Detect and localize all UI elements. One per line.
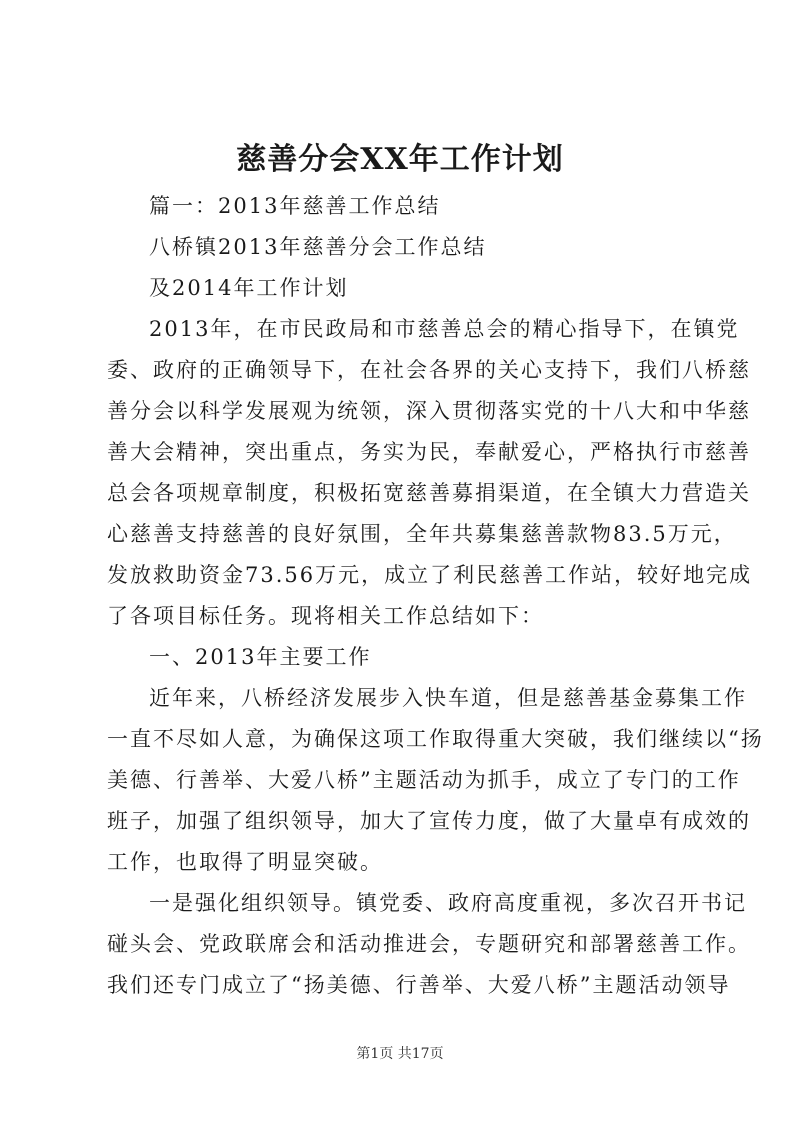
document-title: 慈善分会XX年工作计划 — [236, 142, 564, 177]
text-line: 一直不尽如人意，为确保这项工作取得重大突破，我们继续以“扬 — [107, 727, 764, 751]
text-line: 一是强化组织领导。镇党委、政府高度重视，多次召开书记 — [149, 891, 747, 915]
text-line: 2013年，在市民政局和市慈善总会的精心指导下，在镇党 — [149, 317, 740, 341]
text-line: 善大会精神，突出重点，务实为民，奉献爱心，严格执行市慈善 — [107, 440, 751, 464]
text-line: 委、政府的正确领导下，在社会各界的关心支持下，我们八桥慈 — [107, 358, 751, 382]
text-line: 心慈善支持慈善的良好氛围，全年共募集慈善款物83.5万元， — [107, 522, 737, 546]
text-line: 班子，加强了组织领导，加大了宣传力度，做了大量卓有成效的 — [107, 809, 751, 833]
text-line: 我们还专门成立了“扬美德、行善举、大爱八桥”主题活动领导 — [107, 973, 731, 997]
text-line: 了各项目标任务。现将相关工作总结如下： — [107, 604, 544, 628]
text-line: 近年来，八桥经济发展步入快车道，但是慈善基金募集工作 — [149, 686, 747, 710]
text-line: 八桥镇2013年慈善分会工作总结 — [149, 235, 487, 259]
text-line: 及2014年工作计划 — [149, 276, 349, 300]
text-line: 工作，也取得了明显突破。 — [107, 850, 383, 874]
section-heading: 一、2013年主要工作 — [149, 645, 372, 669]
text-line: 篇一：2013年慈善工作总结 — [149, 194, 441, 218]
text-line: 发放救助资金73.56万元，成立了利民慈善工作站，较好地完成 — [107, 563, 753, 587]
text-line: 美德、行善举、大爱八桥”主题活动为抓手，成立了专门的工作 — [107, 768, 741, 792]
text-line: 善分会以科学发展观为统领，深入贯彻落实党的十八大和中华慈 — [107, 399, 751, 423]
text-line: 总会各项规章制度，积极拓宽慈善募捐渠道，在全镇大力营造关 — [107, 481, 751, 505]
text-line: 碰头会、党政联席会和活动推进会，专题研究和部署慈善工作。 — [107, 932, 751, 956]
page-number-footer: 第1页 共17页 — [356, 1046, 444, 1062]
